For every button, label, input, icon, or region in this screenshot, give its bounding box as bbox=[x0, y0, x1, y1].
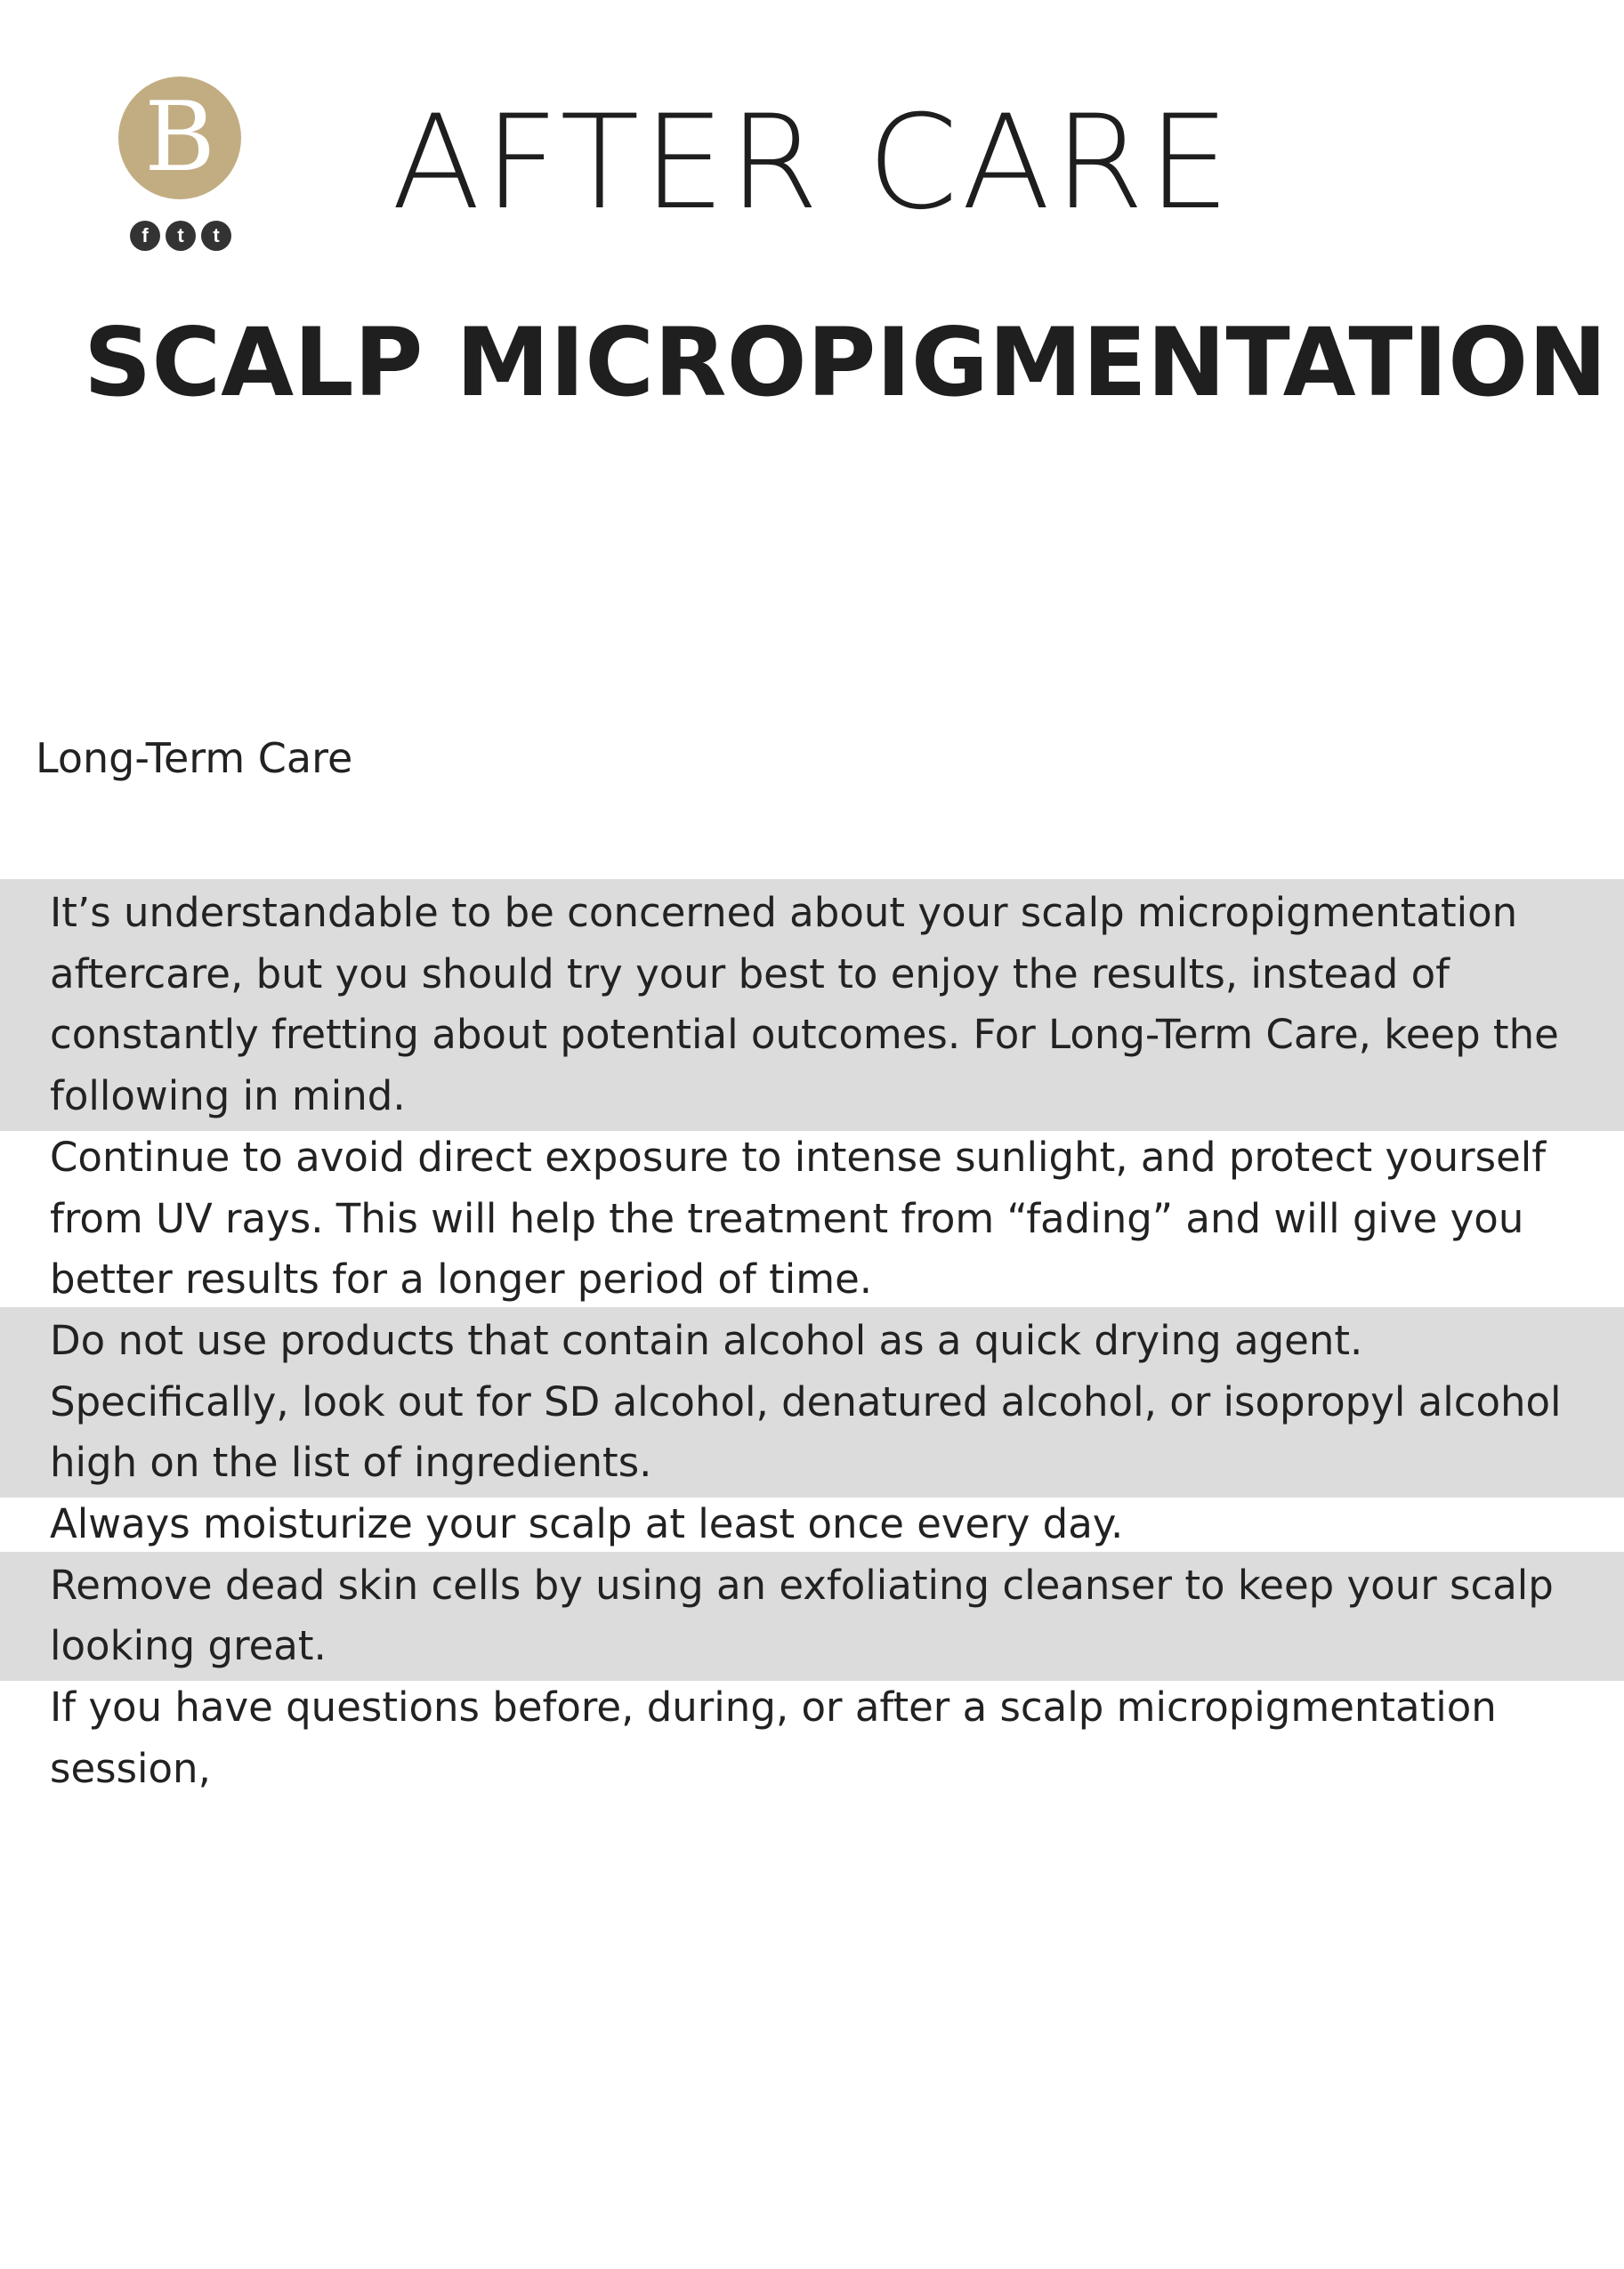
logo-letter: B bbox=[144, 82, 215, 193]
care-paragraph: If you have questions before, during, or after a scalp micropigmentation session, bbox=[50, 1684, 1497, 1792]
twitter-icon[interactable]: t bbox=[166, 221, 196, 251]
page-subtitle: SCALP MICROPIGMENTATION bbox=[84, 308, 1607, 417]
tumblr-icon[interactable]: t bbox=[201, 221, 231, 251]
care-paragraph: Remove dead skin cells by using an exfoliating cleanser to keep your scalp looking great. bbox=[50, 1561, 1554, 1670]
care-paragraph: Continue to avoid direct exposure to intense sunlight, and protect yourself from UV rays. This will help the treatment from “fading” and will give you better results for a longer period of time. bbox=[50, 1133, 1547, 1304]
care-paragraph: It’s understandable to be concerned about your scalp micropigmentation aftercare, but you should try your best to enjoy the results, instead of constantly fretting about potential outcomes. For Long-Term Care, keep the following in mind. bbox=[50, 889, 1559, 1120]
page-title: AFTER CARE bbox=[392, 87, 1234, 238]
social-links bbox=[130, 221, 231, 251]
care-paragraph: Do not use products that contain alcohol as a quick drying agent. Specifically, look out for SD alcohol, denatured alcohol, or isopropyl alcohol high on the list of ingredients. bbox=[50, 1316, 1562, 1487]
section-heading: Long-Term Care bbox=[36, 734, 353, 782]
care-paragraph: Always moisturize your scalp at least once every day. bbox=[50, 1500, 1124, 1548]
brand-logo bbox=[118, 77, 241, 199]
care-instructions bbox=[0, 883, 1624, 1800]
facebook-icon[interactable]: f bbox=[130, 221, 160, 251]
